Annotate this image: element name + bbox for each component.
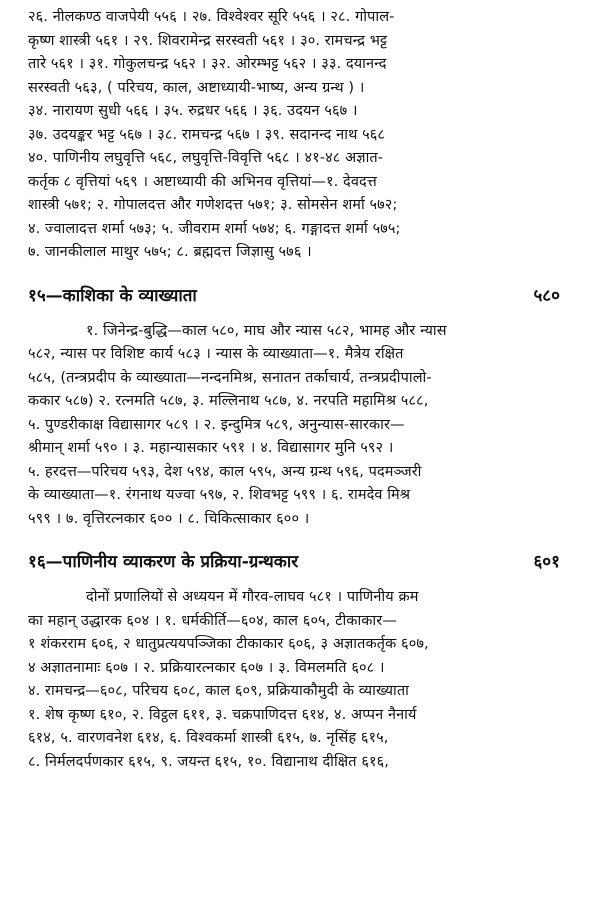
text-line: के व्याख्याता—१. रंगनाथ यज्वा ५९७, २. शिवभट्ट ५९९ । ६. रामदेव मिश्र	[28, 487, 411, 503]
section-heading-16	[28, 549, 572, 572]
text-line: ५८२, न्यास पर विशिष्ट कार्य ५८३ । न्यास के व्याख्याता—१. मैत्रेय रक्षित	[28, 346, 404, 362]
text-line: १ शंकरराम ६०६, २ धातुप्रत्ययपञ्जिका टीकाकार ६०६, ३ अज्ञातकर्तृक ६०७,	[28, 636, 429, 652]
text-line: ५८५, (तन्त्रप्रदीप के व्याख्याता—नन्दनमिश्र, सनातन तर्काचार्य, तन्त्रप्रदीपालो-	[28, 369, 432, 386]
text-line: कृष्ण शास्त्री ५६१ । २९. शिवरामेन्द्र सरस्वती ५६१ । ३०. रामचन्द्र भट्ट	[28, 32, 388, 49]
text-line: ४. ज्वालादत्त शर्मा ५७३; ५. जीवराम शर्मा ५७४; ६. गङ्गादत्त शर्मा ५७५;	[28, 220, 401, 237]
text-line: ककार ५८७) २. रत्नमति ५८७, ३. मल्लिनाथ ५८७, ४. नरपति महामिश्र ५८८,	[28, 393, 429, 409]
text-line: २६. नीलकण्ठ वाजपेयी ५५६ । २७. विश्वेश्वर सूरि ५५६ । २८. गोपाल-	[28, 9, 395, 25]
text-line: ५. हरदत्त—परिचय ५९३, देश ५९४, काल ५९५, अन्य ग्रन्थ ५९६, पदमञ्जरी	[28, 463, 422, 480]
text-line: ३४. नारायण सुधी ५६६ । ३५. रुद्रधर ५६६ । ३६. उदयन ५६७ ।	[28, 103, 358, 119]
text-line: ८. निर्मलदर्पणकार ६१५, ९. जयन्त ६१५, १०. विद्यानाथ दीक्षित ६१६,	[28, 753, 389, 770]
text-line: तारे ५६१ । ३१. गोकुलचन्द्र ५६२ । ३२. ओरम्भट्ट ५६२ । ३३. दयानन्द	[28, 56, 387, 72]
text-line: का महान् उद्धारक ६०४ । १. धर्मकीर्ति—६०४, काल ६०५, टीकाकार—	[28, 612, 397, 629]
text-line: ४०. पाणिनीय लघुवृत्ति ५६८, लघुवृत्ति-विवृत्ति ५६८ । ४१-४८ अज्ञात-	[28, 150, 384, 166]
text-line: ४. रामचन्द्र—६०८, परिचय ६०८, काल ६०९, प्रक्रियाकौमुदी के व्याख्याता	[28, 683, 409, 699]
text-line: ३७. उदयङ्कर भट्ट ५६७ । ३८. रामचन्द्र ५६७ । ३९. सदानन्द नाथ ५६८	[28, 126, 386, 143]
text-line: १. शेष कृष्ण ६१०, २. विट्ठल ६११, ३. चक्रपाणिदत्त ६१४, ४. अप्पन नैनार्य	[28, 706, 417, 723]
text-line: ६१४, ५. वारणवनेश ६१४, ६. विश्वकर्मा शास्त्री ६१५, ७. नृसिंह ६१५,	[28, 730, 389, 746]
text-line: कर्तृक ८ वृत्तियां ५६९ । अष्टाध्यायी की अभिनव वृत्तियां—१. देवदत्त	[28, 173, 377, 190]
text-line: दोनों प्रणालियों से अध्ययन में गौरव-लाघव ५८१ । पाणिनीय क्रम	[86, 589, 419, 605]
heading-page-number: ५८०	[533, 285, 560, 306]
text-line: ४ अज्ञातनामाः ६०७ । २. प्रक्रियारत्नकार ६०७ । ३. विमलमति ६०८ ।	[28, 659, 385, 676]
text-line: ५. पुण्डरीकाक्ष विद्यासागर ५८९ । २. इन्दुमित्र ५८९, अनुन्यास-सारकार—	[28, 416, 405, 433]
text-line: ७. जानकीलाल माथुर ५७५; ८. ब्रह्मदत्त जिज्ञासु ५७६ ।	[28, 244, 312, 260]
section-heading-15	[28, 283, 572, 306]
section-15-body	[28, 320, 586, 532]
text-line: सरस्वती ५६३, ( परिचय, काल, अष्टाध्यायी-भाष्य, अन्य ग्रन्थ ) ।	[28, 79, 365, 96]
text-line: शास्त्री ५७१; २. गोपालदत्त और गणेशदत्त ५७१; ३. सोमसेन शर्मा ५७२;	[28, 197, 398, 213]
section-16-body	[28, 586, 586, 774]
heading-title: १५—काशिका के व्याख्याता	[28, 285, 197, 306]
text-line: श्रीमान् शर्मा ५९० । ३. महान्यासकार ५९१ । ४. विद्यासागर मुनि ५९२ ।	[28, 440, 394, 456]
text-line: ५९९ । ७. वृत्तिरत्नकार ६०० । ८. चिकित्साकार ६०० ।	[28, 510, 310, 527]
text-line: १. जिनेन्द्र-बुद्धि—काल ५८०, माघ और न्यास ५८२, भामह और न्यास	[86, 322, 447, 339]
heading-page-number: ६०१	[533, 552, 560, 572]
section-14-continuation	[28, 0, 586, 265]
heading-title: १६—पाणिनीय व्याकरण के प्रक्रिया-ग्रन्थकार	[28, 552, 299, 572]
